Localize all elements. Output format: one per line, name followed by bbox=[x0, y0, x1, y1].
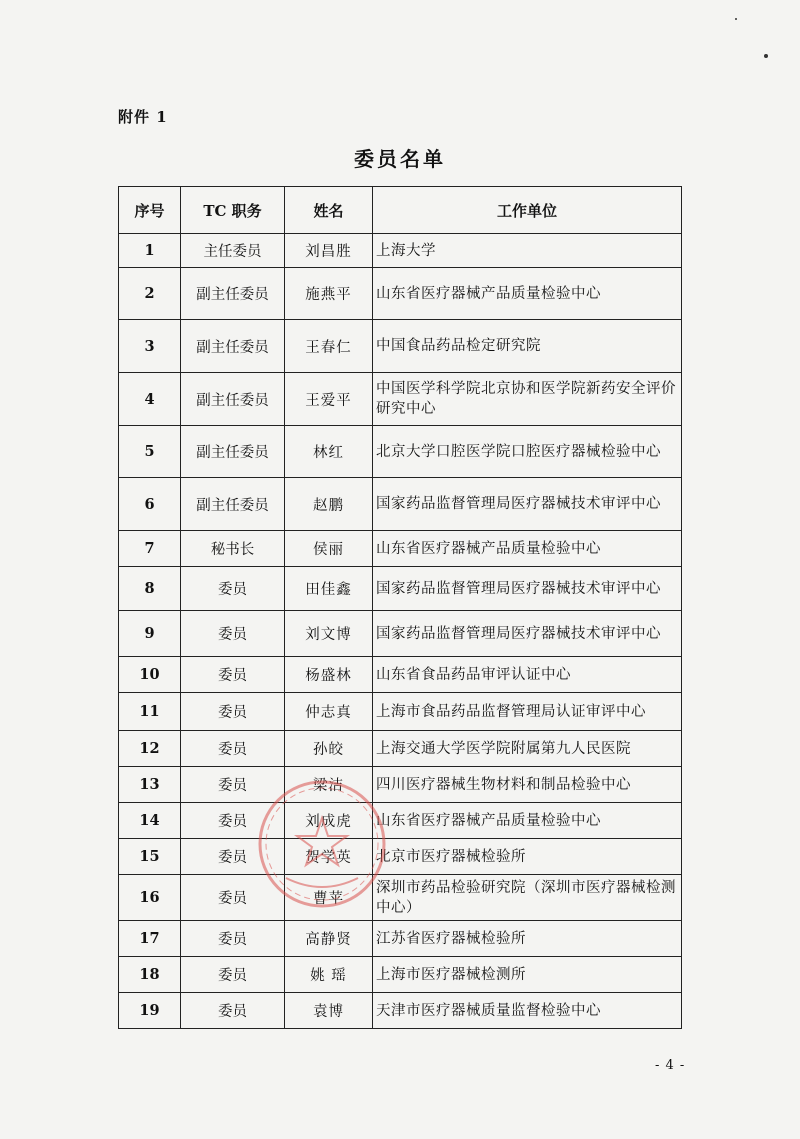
row-no: 1 bbox=[119, 234, 181, 268]
row-org: 天津市医疗器械质量监督检验中心 bbox=[373, 993, 682, 1029]
row-no: 10 bbox=[119, 657, 181, 693]
table-row bbox=[119, 234, 682, 268]
row-no: 11 bbox=[119, 693, 181, 731]
row-name: 姚 瑶 bbox=[285, 957, 373, 993]
row-org: 山东省医疗器械产品质量检验中心 bbox=[373, 531, 682, 567]
table-row bbox=[119, 921, 682, 957]
header-name: 姓名 bbox=[285, 187, 373, 234]
committee-member-table bbox=[118, 186, 682, 1029]
scan-speck bbox=[764, 54, 768, 58]
row-no: 4 bbox=[119, 373, 181, 426]
table-row bbox=[119, 426, 682, 478]
header-no: 序号 bbox=[119, 187, 181, 234]
table-row bbox=[119, 373, 682, 426]
row-org: 山东省医疗器械产品质量检验中心 bbox=[373, 803, 682, 839]
row-org: 四川医疗器械生物材料和制品检验中心 bbox=[373, 767, 682, 803]
row-name: 刘成虎 bbox=[285, 803, 373, 839]
row-role: 主任委员 bbox=[181, 234, 285, 268]
row-role: 委员 bbox=[181, 875, 285, 921]
row-no: 17 bbox=[119, 921, 181, 957]
row-name: 侯丽 bbox=[285, 531, 373, 567]
row-role: 委员 bbox=[181, 993, 285, 1029]
row-org: 中国食品药品检定研究院 bbox=[373, 320, 682, 373]
row-no: 12 bbox=[119, 731, 181, 767]
row-org: 北京大学口腔医学院口腔医疗器械检验中心 bbox=[373, 426, 682, 478]
attachment-label: 附件 1 bbox=[118, 108, 168, 126]
page-title: 委员名单 bbox=[354, 147, 446, 171]
table-row bbox=[119, 531, 682, 567]
row-role: 委员 bbox=[181, 657, 285, 693]
row-name: 林红 bbox=[285, 426, 373, 478]
row-role: 副主任委员 bbox=[181, 478, 285, 531]
table-row bbox=[119, 478, 682, 531]
table-row bbox=[119, 875, 682, 921]
row-name: 施燕平 bbox=[285, 268, 373, 320]
row-role: 委员 bbox=[181, 611, 285, 657]
row-role: 副主任委员 bbox=[181, 268, 285, 320]
row-role: 副主任委员 bbox=[181, 320, 285, 373]
row-role: 副主任委员 bbox=[181, 373, 285, 426]
row-no: 7 bbox=[119, 531, 181, 567]
row-name: 王爱平 bbox=[285, 373, 373, 426]
row-org: 中国医学科学院北京协和医学院新药安全评价研究中心 bbox=[373, 373, 682, 426]
table-row bbox=[119, 657, 682, 693]
table-row bbox=[119, 693, 682, 731]
row-org: 上海大学 bbox=[373, 234, 682, 268]
row-no: 18 bbox=[119, 957, 181, 993]
table-row bbox=[119, 731, 682, 767]
table-row bbox=[119, 320, 682, 373]
row-org: 深圳市药品检验研究院（深圳市医疗器械检测中心） bbox=[373, 875, 682, 921]
table-row bbox=[119, 839, 682, 875]
row-no: 19 bbox=[119, 993, 181, 1029]
scan-speck bbox=[735, 18, 737, 20]
table-row bbox=[119, 957, 682, 993]
row-role: 委员 bbox=[181, 839, 285, 875]
row-no: 6 bbox=[119, 478, 181, 531]
row-no: 16 bbox=[119, 875, 181, 921]
row-name: 刘昌胜 bbox=[285, 234, 373, 268]
row-role: 委员 bbox=[181, 921, 285, 957]
row-name: 曹苹 bbox=[285, 875, 373, 921]
row-name: 杨盛林 bbox=[285, 657, 373, 693]
page-number: - 4 - bbox=[655, 1058, 686, 1073]
row-role: 委员 bbox=[181, 731, 285, 767]
row-no: 15 bbox=[119, 839, 181, 875]
row-role: 委员 bbox=[181, 957, 285, 993]
row-role: 委员 bbox=[181, 567, 285, 611]
row-no: 14 bbox=[119, 803, 181, 839]
row-name: 高静贤 bbox=[285, 921, 373, 957]
row-no: 5 bbox=[119, 426, 181, 478]
row-org: 山东省医疗器械产品质量检验中心 bbox=[373, 268, 682, 320]
row-name: 仲志真 bbox=[285, 693, 373, 731]
row-role: 委员 bbox=[181, 693, 285, 731]
row-org: 国家药品监督管理局医疗器械技术审评中心 bbox=[373, 478, 682, 531]
row-org: 国家药品监督管理局医疗器械技术审评中心 bbox=[373, 611, 682, 657]
row-org: 上海市医疗器械检测所 bbox=[373, 957, 682, 993]
row-no: 3 bbox=[119, 320, 181, 373]
row-role: 副主任委员 bbox=[181, 426, 285, 478]
row-name: 孙皎 bbox=[285, 731, 373, 767]
row-name: 刘文博 bbox=[285, 611, 373, 657]
row-name: 赵鹏 bbox=[285, 478, 373, 531]
table-row bbox=[119, 803, 682, 839]
table-row bbox=[119, 767, 682, 803]
row-role: 秘书长 bbox=[181, 531, 285, 567]
header-org: 工作单位 bbox=[373, 187, 682, 234]
row-role: 委员 bbox=[181, 803, 285, 839]
row-no: 13 bbox=[119, 767, 181, 803]
row-name: 贺学英 bbox=[285, 839, 373, 875]
table-header-row bbox=[119, 187, 682, 234]
row-no: 8 bbox=[119, 567, 181, 611]
row-org: 江苏省医疗器械检验所 bbox=[373, 921, 682, 957]
row-role: 委员 bbox=[181, 767, 285, 803]
row-name: 梁洁 bbox=[285, 767, 373, 803]
row-no: 9 bbox=[119, 611, 181, 657]
table-row bbox=[119, 567, 682, 611]
table-row bbox=[119, 993, 682, 1029]
row-org: 上海交通大学医学院附属第九人民医院 bbox=[373, 731, 682, 767]
row-name: 王春仁 bbox=[285, 320, 373, 373]
row-name: 田佳鑫 bbox=[285, 567, 373, 611]
row-org: 山东省食品药品审评认证中心 bbox=[373, 657, 682, 693]
row-org: 国家药品监督管理局医疗器械技术审评中心 bbox=[373, 567, 682, 611]
header-role: TC 职务 bbox=[181, 187, 285, 234]
row-no: 2 bbox=[119, 268, 181, 320]
row-org: 北京市医疗器械检验所 bbox=[373, 839, 682, 875]
table-row bbox=[119, 268, 682, 320]
row-name: 袁博 bbox=[285, 993, 373, 1029]
table-row bbox=[119, 611, 682, 657]
row-org: 上海市食品药品监督管理局认证审评中心 bbox=[373, 693, 682, 731]
